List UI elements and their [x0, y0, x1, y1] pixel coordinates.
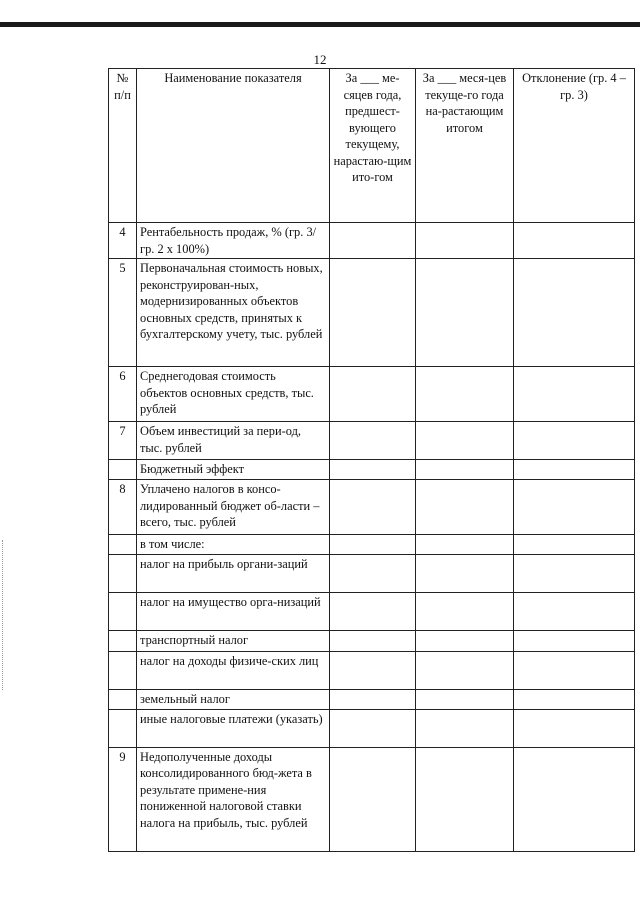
indicators-table [108, 68, 635, 852]
table-row [109, 709, 635, 747]
row-indicator-name: Бюджетный эффект [137, 460, 330, 480]
table-row [109, 422, 635, 460]
row-number [109, 535, 137, 555]
header-number: № п/п [109, 69, 137, 223]
row-current-value [416, 747, 514, 851]
table-row [109, 554, 635, 592]
table-row [109, 689, 635, 709]
row-previous-value [330, 630, 416, 651]
scan-edge-marks [2, 540, 5, 690]
table-row [109, 480, 635, 535]
row-previous-value [330, 592, 416, 630]
row-indicator-name: в том числе: [137, 535, 330, 555]
row-deviation-value [514, 480, 635, 535]
row-current-value [416, 689, 514, 709]
row-indicator-name: налог на прибыль органи-заций [137, 554, 330, 592]
row-current-value [416, 630, 514, 651]
row-deviation-value [514, 554, 635, 592]
table-row [109, 651, 635, 689]
row-number [109, 651, 137, 689]
row-current-value [416, 422, 514, 460]
row-indicator-name: Объем инвестиций за пери-од, тыс. рублей [137, 422, 330, 460]
row-number [109, 709, 137, 747]
row-indicator-name: транспортный налог [137, 630, 330, 651]
row-deviation-value [514, 367, 635, 422]
row-indicator-name: Первоначальная стоимость новых, реконструирован-ных, модернизированных объектов основных средств, принятых к бухгалтерскому учету, тыс. рублей [137, 259, 330, 367]
row-indicator-name: Уплачено налогов в консо-лидированный бюджет об-ласти – всего, тыс. рублей [137, 480, 330, 535]
row-deviation-value [514, 630, 635, 651]
row-previous-value [330, 223, 416, 259]
row-previous-value [330, 747, 416, 851]
row-current-value [416, 651, 514, 689]
header-previous-year: За ___ ме-сяцев года, предшест-вующего текущему, нарастаю-щим ито-гом [330, 69, 416, 223]
top-border-rule [0, 22, 640, 27]
table-header-row [109, 69, 635, 223]
row-indicator-name: Среднегодовая стоимость объектов основных средств, тыс. рублей [137, 367, 330, 422]
header-deviation: Отклонение (гр. 4 – гр. 3) [514, 69, 635, 223]
header-indicator-name: Наименование показателя [137, 69, 330, 223]
row-deviation-value [514, 709, 635, 747]
row-indicator-name: земельный налог [137, 689, 330, 709]
row-number [109, 554, 137, 592]
row-current-value [416, 535, 514, 555]
row-previous-value [330, 422, 416, 460]
row-deviation-value [514, 259, 635, 367]
row-number: 6 [109, 367, 137, 422]
row-deviation-value [514, 592, 635, 630]
table-row [109, 630, 635, 651]
table-row [109, 259, 635, 367]
row-number [109, 630, 137, 651]
row-indicator-name: налог на доходы физиче-ских лиц [137, 651, 330, 689]
table-row [109, 747, 635, 851]
row-previous-value [330, 709, 416, 747]
row-indicator-name: Недополученные доходы консолидированного бюд-жета в результате примене-ния пониженной налоговой ставки налога на прибыль, тыс. рублей [137, 747, 330, 851]
row-number: 9 [109, 747, 137, 851]
table-row [109, 223, 635, 259]
row-current-value [416, 367, 514, 422]
row-deviation-value [514, 223, 635, 259]
table-row [109, 460, 635, 480]
row-deviation-value [514, 460, 635, 480]
row-deviation-value [514, 747, 635, 851]
row-previous-value [330, 367, 416, 422]
row-deviation-value [514, 422, 635, 460]
row-number: 5 [109, 259, 137, 367]
page-number: 12 [313, 52, 327, 67]
row-current-value [416, 592, 514, 630]
row-indicator-name: иные налоговые платежи (указать) [137, 709, 330, 747]
row-deviation-value [514, 651, 635, 689]
row-previous-value [330, 480, 416, 535]
row-previous-value [330, 460, 416, 480]
row-previous-value [330, 554, 416, 592]
row-deviation-value [514, 689, 635, 709]
row-number [109, 592, 137, 630]
table-row [109, 592, 635, 630]
row-previous-value [330, 689, 416, 709]
row-indicator-name: налог на имущество орга-низаций [137, 592, 330, 630]
row-deviation-value [514, 535, 635, 555]
row-current-value [416, 223, 514, 259]
row-current-value [416, 554, 514, 592]
row-number: 4 [109, 223, 137, 259]
table-row [109, 535, 635, 555]
header-current-year: За ___ меся-цев текуще-го года на-растающим итогом [416, 69, 514, 223]
row-previous-value [330, 651, 416, 689]
row-number [109, 460, 137, 480]
row-current-value [416, 709, 514, 747]
row-number: 8 [109, 480, 137, 535]
row-previous-value [330, 535, 416, 555]
row-previous-value [330, 259, 416, 367]
row-indicator-name: Рентабельность продаж, % (гр. 3/гр. 2 х 100%) [137, 223, 330, 259]
row-current-value [416, 480, 514, 535]
row-number [109, 689, 137, 709]
row-number: 7 [109, 422, 137, 460]
row-current-value [416, 259, 514, 367]
row-current-value [416, 460, 514, 480]
table-row [109, 367, 635, 422]
